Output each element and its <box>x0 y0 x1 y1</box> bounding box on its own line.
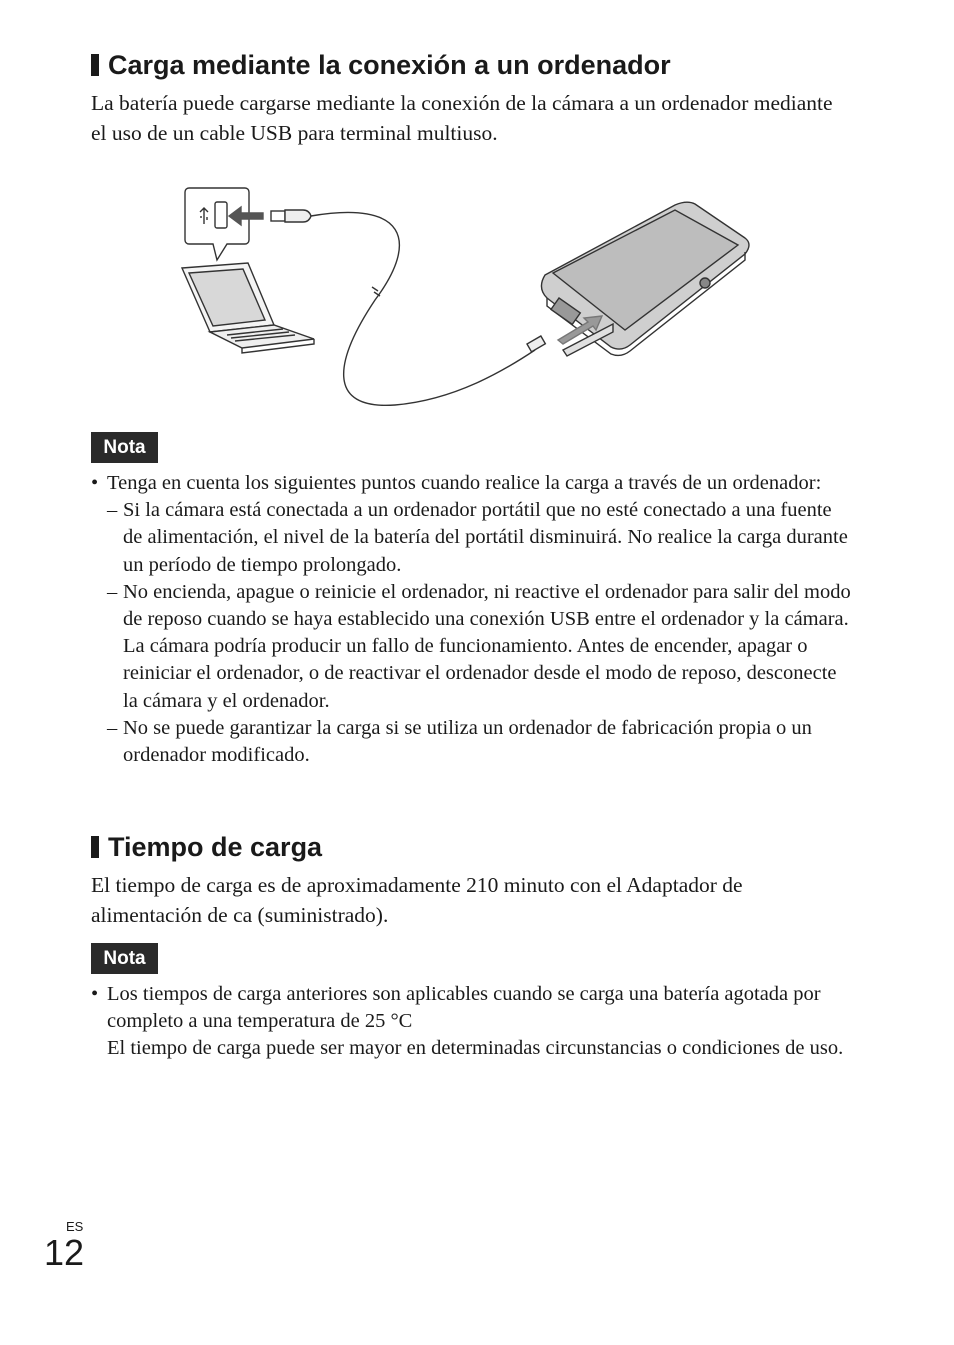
notes-list <box>91 981 851 1063</box>
usb-port-icon <box>215 202 227 228</box>
section-heading-carga-ordenador <box>91 49 671 81</box>
nota-badge: Nota <box>91 432 158 463</box>
usb-plug-icon <box>271 211 285 221</box>
nota-badge: Nota <box>91 943 158 974</box>
heading-text: Tiempo de carga <box>108 832 323 862</box>
illustration-svg <box>175 180 765 415</box>
note-dash-item: – No encienda, apague o reinicie el ordenador, ni reactive el ordenador para salir del modo de reposo cuando se haya establecido una conexión USB entre el ordenador y la cámara. La cámara podría producir un fallo de funcionamiento. Antes de encender, apagar o reiniciar el ordenador, o de reactivar el ordenador desde el modo de reposo, desconecte la cámara y el ordenador. <box>91 579 851 715</box>
section-heading-tiempo-carga <box>91 831 322 863</box>
page-language: ES <box>66 1219 84 1234</box>
intro-paragraph: La batería puede cargarse mediante la conexión de la cámara a un ordenador mediante el uso de un cable USB para terminal multiuso. <box>91 91 833 145</box>
usb-symbol-icon <box>200 208 208 224</box>
notes-list <box>91 470 851 769</box>
note-dash-item: – Si la cámara está conectada a un ordenador portátil que no esté conectado a una fuente de alimentación, el nivel de la batería del portátil disminuirá. No realice la carga durante un período de tiempo prolongado. <box>91 497 851 579</box>
usb-connection-illustration <box>175 180 765 420</box>
insert-arrow-icon <box>229 207 263 225</box>
note-bullet: • Tenga en cuenta los siguientes puntos cuando realice la carga a través de un ordenador: <box>91 470 851 497</box>
intro-paragraph: El tiempo de carga es de aproximadamente 210 minuto con el Adaptador de alimentación de ca (suministrado). <box>91 873 743 927</box>
heading-marker-icon <box>91 836 102 858</box>
laptop-icon <box>182 263 314 353</box>
note-bullet: • Los tiempos de carga anteriores son aplicables cuando se carga una batería agotada por completo a una temperatura de 25 °C <box>91 981 851 1035</box>
heading-text: Carga mediante la conexión a un ordenador <box>108 50 671 80</box>
note-continuation: El tiempo de carga puede ser mayor en determinadas circunstancias o condiciones de uso. <box>107 1037 844 1060</box>
usb-cable <box>311 212 535 405</box>
micro-usb-plug-icon <box>527 336 545 352</box>
page-number: 12 <box>44 1232 85 1273</box>
heading-marker-icon <box>91 54 102 76</box>
note-dash-item: – No se puede garantizar la carga si se utiliza un ordenador de fabricación propia o un ordenador modificado. <box>91 715 851 769</box>
